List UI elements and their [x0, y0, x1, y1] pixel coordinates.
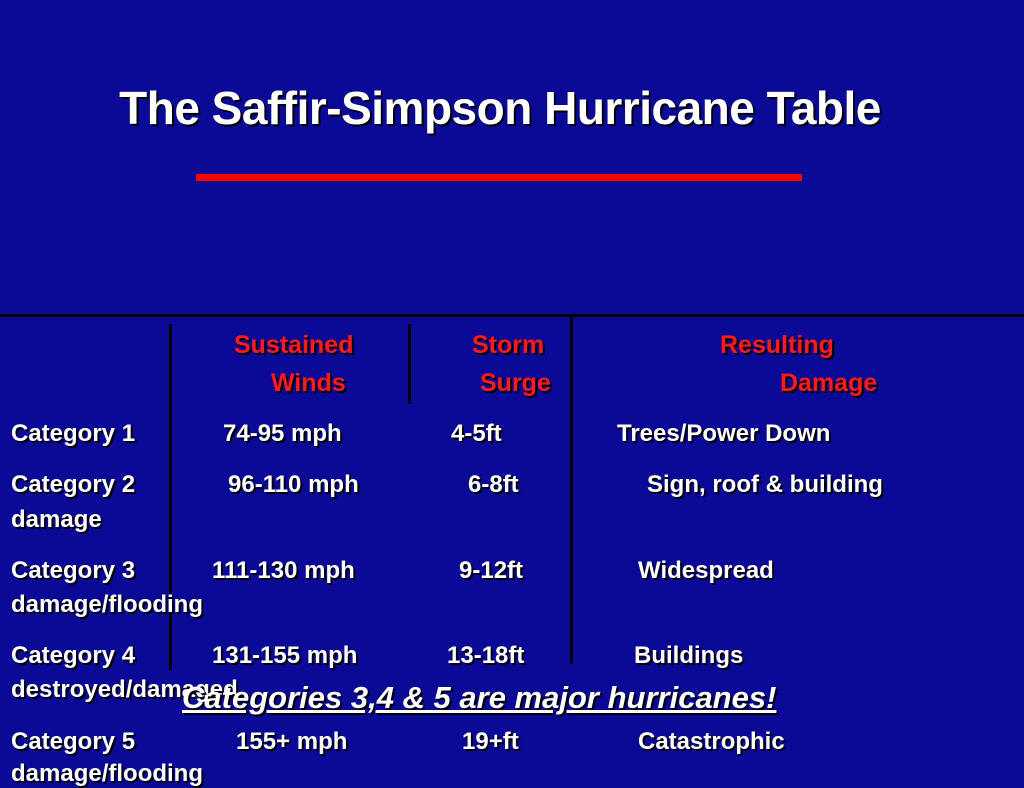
- damage-continuation: damage: [11, 506, 102, 533]
- damage-cell: Sign, roof & building: [647, 471, 883, 498]
- surge-cell: 4-5ft: [451, 420, 502, 447]
- winds-cell: 111-130 mph: [212, 557, 355, 584]
- header-surge-line1: Storm: [472, 331, 545, 359]
- damage-cell: Buildings: [634, 642, 744, 669]
- header-winds-line1: Sustained: [234, 331, 354, 359]
- surge-cell: 9-12ft: [459, 557, 524, 584]
- winds-cell: 155+ mph: [236, 728, 348, 755]
- category-cell: Category 3: [11, 557, 136, 584]
- category-cell: Category 1: [11, 420, 136, 447]
- header-winds-line2: Winds: [271, 369, 346, 397]
- title-underline: [196, 174, 802, 181]
- header-damage-line2: Damage: [780, 369, 878, 397]
- header-surge-line2: Surge: [480, 369, 551, 397]
- winds-cell: 96-110 mph: [228, 471, 359, 498]
- damage-continuation: destroyed/damaged: [11, 676, 238, 703]
- table-header-rule: [0, 314, 1024, 317]
- surge-cell: 19+ft: [462, 728, 519, 755]
- damage-cell: Trees/Power Down: [617, 420, 831, 447]
- category-cell: Category 4: [11, 642, 136, 669]
- column-divider-3: [570, 314, 573, 664]
- surge-cell: 13-18ft: [447, 642, 525, 669]
- major-hurricanes-note: Categories 3,4 & 5 are major hurricanes!: [182, 680, 777, 715]
- winds-cell: 74-95 mph: [223, 420, 342, 447]
- winds-cell: 131-155 mph: [212, 642, 358, 669]
- damage-continuation: damage/flooding: [11, 591, 203, 618]
- category-cell: Category 2: [11, 471, 136, 498]
- header-damage-line1: Resulting: [720, 331, 834, 359]
- damage-continuation: damage/flooding: [11, 760, 203, 787]
- surge-cell: 6-8ft: [468, 471, 519, 498]
- category-cell: Category 5: [11, 728, 136, 755]
- damage-cell: Catastrophic: [638, 728, 785, 755]
- column-divider-2: [408, 324, 411, 404]
- damage-cell: Widespread: [638, 557, 774, 584]
- slide-title: The Saffir-Simpson Hurricane Table: [119, 82, 881, 134]
